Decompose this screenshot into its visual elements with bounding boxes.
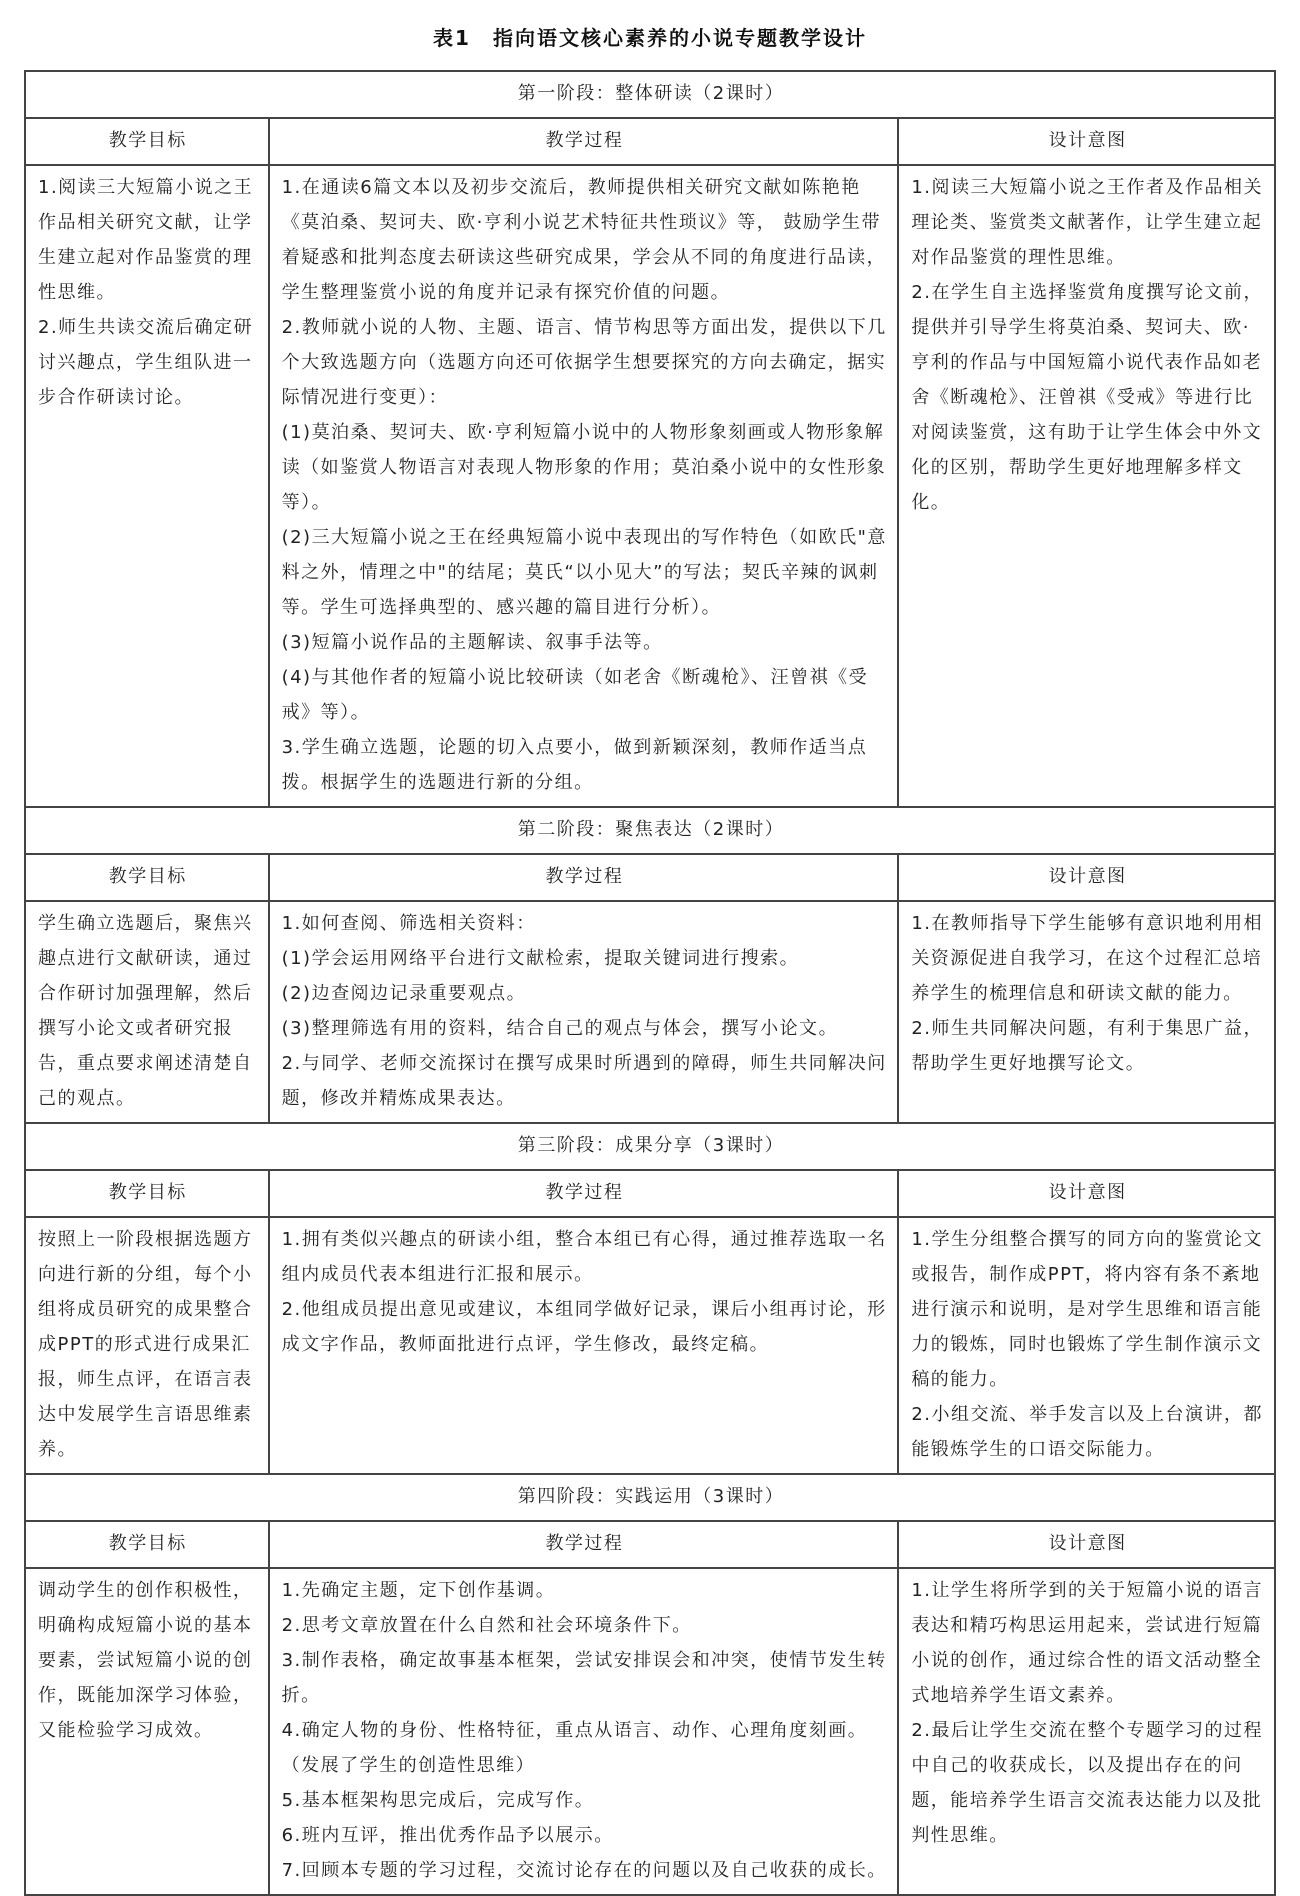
column-header: 设计意图 (898, 1521, 1275, 1568)
process-cell (269, 901, 899, 1123)
goal-paragraph: 按照上一阶段根据选题方向进行新的分组，每个小组将成员研究的成果整合成PPT的形式进行成果汇报，师生点评，在语言表达中发展学生言语思维素养。 (38, 1229, 253, 1460)
process-paragraph: 6.班内互评，推出优秀作品予以展示。 (281, 1825, 614, 1846)
stage-title: 第四阶段：实践运用（3课时） (25, 1474, 1275, 1521)
intent-paragraph: 1.让学生将所学到的关于短篇小说的语言表达和精巧构思运用起来，尝试进行短篇小说的创作，通过综合性的语文活动整全式地培养学生语文素养。 (911, 1580, 1263, 1706)
column-header: 教学目标 (25, 854, 269, 901)
column-header: 教学目标 (25, 118, 269, 165)
goal-paragraph: 调动学生的创作积极性，明确构成短篇小说的基本要素，尝试短篇小说的创作，既能加深学习体验，又能检验学习成效。 (38, 1580, 253, 1741)
process-cell (269, 1568, 899, 1895)
intent-cell (898, 165, 1275, 807)
stage-content-row (25, 1568, 1275, 1895)
intent-paragraph: 1.在教师指导下学生能够有意识地利用相关资源促进自我学习，在这个过程汇总培养学生的梳理信息和研读文献的能力。 (911, 913, 1263, 1004)
process-paragraph: 1.在通读6篇文本以及初步交流后，教师提供相关研究文献如陈艳艳《莫泊桑、契诃夫、欧·亨利小说艺术特征共性琐议》等， 鼓励学生带着疑惑和批判态度去研读这些研究成果，学会从不同的角度进行品读，学生整理鉴赏小说的角度并记录有探究价值的问题。 (281, 177, 887, 303)
column-header-row (25, 118, 1275, 165)
process-paragraph: (3)短篇小说作品的主题解读、叙事手法等。 (281, 632, 663, 653)
process-paragraph: 7.回顾本专题的学习过程，交流讨论存在的问题以及自己收获的成长。 (281, 1860, 887, 1881)
process-paragraph: 1.先确定主题，定下创作基调。 (281, 1580, 556, 1601)
column-header-row (25, 854, 1275, 901)
stage-content-row (25, 901, 1275, 1123)
process-paragraph: 3.学生确立选题，论题的切入点要小，做到新颖深刻，教师作适当点拨。根据学生的选题进行新的分组。 (281, 737, 868, 793)
goals-cell (25, 901, 269, 1123)
stage-title: 第三阶段：成果分享（3课时） (25, 1123, 1275, 1170)
goals-cell (25, 1217, 269, 1474)
goals-cell (25, 1568, 269, 1895)
intent-cell (898, 1568, 1275, 1895)
column-header-row (25, 1521, 1275, 1568)
process-cell (269, 165, 899, 807)
process-paragraph: (2)三大短篇小说之王在经典短篇小说中表现出的写作特色（如欧氏"意料之外，情理之中"的结尾；莫氏“以小见大”的写法；契氏辛辣的讽刺等。学生可选择典型的、感兴趣的篇目进行分析）。 (281, 527, 887, 618)
process-paragraph: (1)学会运用网络平台进行文献检索，提取关键词进行搜索。 (281, 948, 800, 969)
intent-paragraph: 2.最后让学生交流在整个专题学习的过程中自己的收获成长，以及提出存在的问题，能培养学生语言交流表达能力以及批判性思维。 (911, 1720, 1263, 1846)
process-paragraph: 2.与同学、老师交流探讨在撰写成果时所遇到的障碍，师生共同解决问题，修改并精炼成果表达。 (281, 1053, 887, 1109)
goal-paragraph: 2.师生共读交流后确定研讨兴趣点，学生组队进一步合作研读讨论。 (38, 317, 254, 408)
intent-paragraph: 1.阅读三大短篇小说之王作者及作品相关理论类、鉴赏类文献著作，让学生建立起对作品鉴赏的理性思维。 (911, 177, 1263, 268)
process-paragraph: 1.拥有类似兴趣点的研读小组，整合本组已有心得，通过推荐选取一名组内成员代表本组进行汇报和展示。 (281, 1229, 887, 1285)
process-paragraph: 5.基本框架构思完成后，完成写作。 (281, 1790, 595, 1811)
process-paragraph: 2.他组成员提出意见或建议，本组同学做好记录，课后小组再讨论，形成文字作品，教师面批进行点评，学生修改，最终定稿。 (281, 1299, 887, 1355)
stage-content-row (25, 1217, 1275, 1474)
goals-cell (25, 165, 269, 807)
intent-paragraph: 2.小组交流、举手发言以及上台演讲，都能锻炼学生的口语交际能力。 (911, 1404, 1263, 1460)
column-header: 教学过程 (269, 1521, 899, 1568)
process-paragraph: (3)整理筛选有用的资料，结合自己的观点与体会，撰写小论文。 (281, 1018, 839, 1039)
goal-paragraph: 1.阅读三大短篇小说之王作品相关研究文献，让学生建立起对作品鉴赏的理性思维。 (38, 177, 254, 303)
column-header: 教学过程 (269, 854, 899, 901)
stage-title-row (25, 1474, 1275, 1521)
process-paragraph: (4)与其他作者的短篇小说比较研读（如老舍《断魂枪》、汪曾祺《受戒》等）。 (281, 667, 869, 723)
goal-paragraph: 学生确立选题后，聚焦兴趣点进行文献研读，通过合作研讨加强理解，然后撰写小论文或者研究报告，重点要求阐述清楚自己的观点。 (38, 913, 253, 1109)
process-paragraph: (2)边查阅边记录重要观点。 (281, 983, 527, 1004)
process-paragraph: 2.教师就小说的人物、主题、语言、情节构思等方面出发，提供以下几个大致选题方向（选题方向还可依据学生想要探究的方向去确定，据实际情况进行变更）： (281, 317, 887, 408)
column-header: 设计意图 (898, 118, 1275, 165)
column-header: 教学目标 (25, 1521, 269, 1568)
stage-title-row (25, 1123, 1275, 1170)
teaching-design-table (24, 70, 1276, 1896)
intent-paragraph: 2.在学生自主选择鉴赏角度撰写论文前，提供并引导学生将莫泊桑、契诃夫、欧·亨利的作品与中国短篇小说代表作品如老舍《断魂枪》、汪曾祺《受戒》等进行比对阅读鉴赏，这有助于让学生体会中外文化的区别，帮助学生更好地理解多样文化。 (911, 282, 1263, 513)
intent-paragraph: 2.师生共同解决问题，有利于集思广益，帮助学生更好地撰写论文。 (911, 1018, 1263, 1074)
stage-title-row (25, 71, 1275, 118)
intent-cell (898, 1217, 1275, 1474)
process-paragraph: 1.如何查阅、筛选相关资料： (281, 913, 536, 934)
process-paragraph: 4.确定人物的身份、性格特征，重点从语言、动作、心理角度刻画。（发展了学生的创造性思维） (281, 1720, 868, 1776)
process-paragraph: 2.思考文章放置在什么自然和社会环境条件下。 (281, 1615, 692, 1636)
stage-title-row (25, 807, 1275, 854)
stage-title: 第二阶段：聚焦表达（2课时） (25, 807, 1275, 854)
column-header-row (25, 1170, 1275, 1217)
column-header: 设计意图 (898, 1170, 1275, 1217)
column-header: 设计意图 (898, 854, 1275, 901)
column-header: 教学目标 (25, 1170, 269, 1217)
stage-title: 第一阶段：整体研读（2课时） (25, 71, 1275, 118)
stage-content-row (25, 165, 1275, 807)
column-header: 教学过程 (269, 1170, 899, 1217)
column-header: 教学过程 (269, 118, 899, 165)
table-caption: 表1 指向语文核心素养的小说专题教学设计 (433, 26, 867, 50)
process-paragraph: 3.制作表格，确定故事基本框架，尝试安排误会和冲突，使情节发生转折。 (281, 1650, 887, 1706)
intent-cell (898, 901, 1275, 1123)
process-paragraph: (1)莫泊桑、契诃夫、欧·亨利短篇小说中的人物形象刻画或人物形象解读（如鉴赏人物语言对表现人物形象的作用；莫泊桑小说中的女性形象等）。 (281, 422, 887, 513)
process-cell (269, 1217, 899, 1474)
intent-paragraph: 1.学生分组整合撰写的同方向的鉴赏论文或报告，制作成PPT，将内容有条不紊地进行演示和说明，是对学生思维和语言能力的锻炼，同时也锻炼了学生制作演示文稿的能力。 (911, 1229, 1263, 1390)
